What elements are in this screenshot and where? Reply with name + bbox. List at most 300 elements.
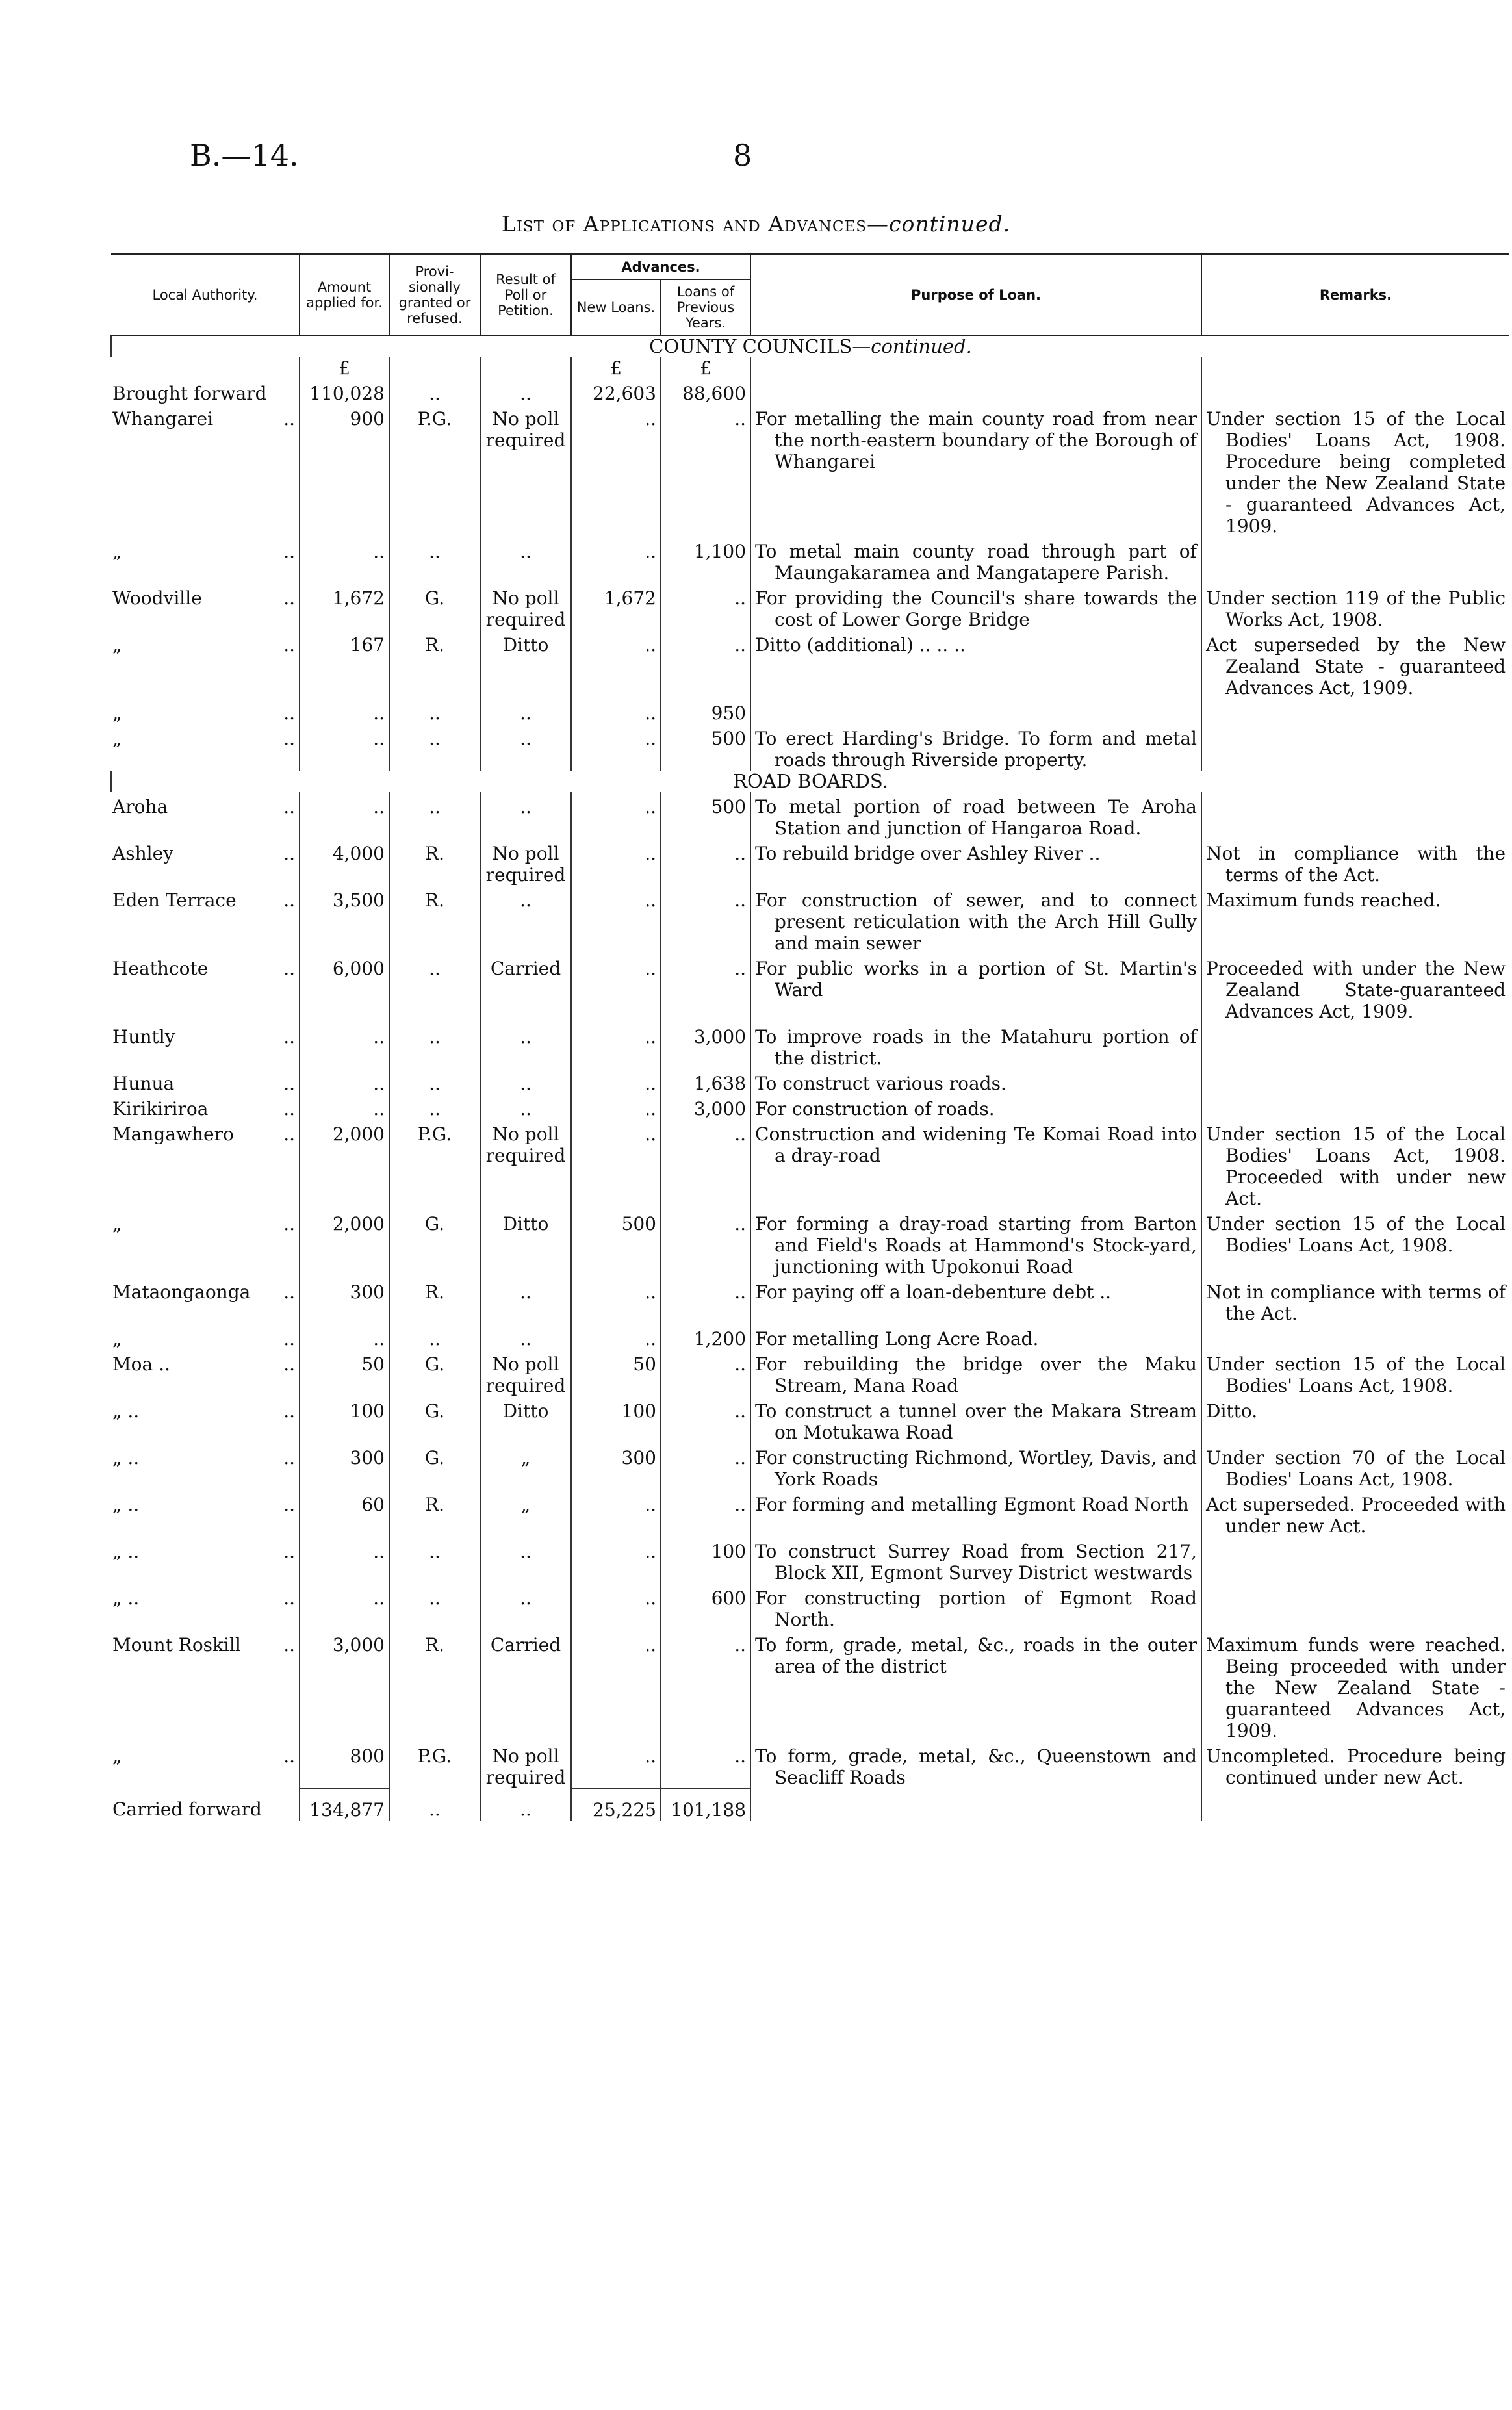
cell-poll-result: No poll required [480, 1120, 571, 1209]
cell-new-loans: .. [571, 1537, 661, 1583]
cell-amount: 900 [300, 404, 389, 537]
authority-leader: .. [283, 1026, 295, 1047]
table-row [111, 1324, 1509, 1350]
road-heading: ROAD BOARDS. [111, 771, 1509, 792]
authority-leader: .. [283, 728, 295, 749]
cell-remarks: Under section 15 of the Local Bodies' Loans Act, 1908. Proceeded with under new Act. [1201, 1120, 1509, 1209]
table-row [111, 1537, 1509, 1583]
cell-remarks [1201, 792, 1509, 839]
cell-authority [111, 1350, 300, 1396]
cell-amount: .. [300, 724, 389, 771]
cell-new-loans: .. [571, 630, 661, 699]
county-heading [111, 335, 1509, 357]
cell-purpose [750, 379, 1201, 404]
cell-remarks: Not in compliance with terms of the Act. [1201, 1277, 1509, 1324]
cell-poll-result: No poll required [480, 839, 571, 886]
cell-amount: .. [300, 1069, 389, 1094]
table-row [111, 1069, 1509, 1094]
authority-name: Eden Terrace [112, 890, 237, 911]
cell-new-loans: 100 [571, 1396, 661, 1443]
table-row [111, 886, 1509, 954]
cell-purpose: For constructing Richmond, Wortley, Davis, and York Roads [750, 1443, 1201, 1490]
cell-new-loans: .. [571, 1490, 661, 1537]
cell-poll-result: „ [480, 1443, 571, 1490]
authority-leader: .. [283, 541, 295, 562]
cell-authority [111, 1277, 300, 1324]
cell-prev-loans: 950 [661, 699, 750, 724]
cell-provisional: G. [389, 583, 480, 630]
cell-provisional: G. [389, 1350, 480, 1396]
table-row [111, 792, 1509, 839]
cell-poll-result: .. [480, 886, 571, 954]
cell-amount: 4,000 [300, 839, 389, 886]
cell-remarks [1201, 537, 1509, 583]
cell-poll-result: .. [480, 699, 571, 724]
authority-name: „ [112, 728, 122, 749]
cell-amount: .. [300, 1583, 389, 1630]
cell-new-loans: .. [571, 1120, 661, 1209]
cell-authority [111, 1537, 300, 1583]
cell-prev-loans: .. [661, 404, 750, 537]
cell-remarks [1201, 724, 1509, 771]
cell-purpose: To construct various roads. [750, 1069, 1201, 1094]
cell-prev-loans: .. [661, 1630, 750, 1741]
cell-provisional: .. [389, 1583, 480, 1630]
authority-leader: .. [283, 1745, 295, 1767]
cell-authority [111, 1443, 300, 1490]
cell-poll-result: „ [480, 1490, 571, 1537]
authority-name: „ [112, 1328, 122, 1350]
cell-amount: 3,500 [300, 886, 389, 954]
authority-name: Hunua [112, 1073, 175, 1094]
authority-name: „ [112, 702, 122, 724]
table-row [111, 1022, 1509, 1069]
cell-poll-result: Carried [480, 1630, 571, 1741]
authority-leader: .. [283, 1123, 295, 1145]
table-row [111, 537, 1509, 583]
authority-name: Mataongaonga [112, 1281, 251, 1303]
page-title [0, 211, 1512, 237]
cell-authority [111, 1490, 300, 1537]
cell-purpose: Construction and widening Te Komai Road into a dray-road [750, 1120, 1201, 1209]
authority-leader: .. [283, 890, 295, 911]
authority-name: Brought forward [112, 383, 267, 404]
cell-prev-loans: 500 [661, 792, 750, 839]
cell-amount: 1,672 [300, 583, 389, 630]
cell-new-loans: .. [571, 1277, 661, 1324]
authority-name: Huntly [112, 1026, 175, 1047]
cell-authority [111, 839, 300, 886]
authority-leader: .. [283, 634, 295, 656]
authority-name: „ .. [112, 1447, 140, 1468]
authority-name: „ [112, 541, 122, 562]
cell-remarks: Act superseded. Proceeded with under new Act. [1201, 1490, 1509, 1537]
cell-poll-result: Carried [480, 954, 571, 1022]
cell-new-loans: .. [571, 1324, 661, 1350]
cell-new-loans: .. [571, 1630, 661, 1741]
cell-provisional: .. [389, 1069, 480, 1094]
col-provisionally: Provi-sionally granted or refused. [389, 255, 480, 336]
cell-provisional: .. [389, 1537, 480, 1583]
cell-poll-result: .. [480, 1324, 571, 1350]
authority-leader: .. [283, 1541, 295, 1562]
cell-provisional: .. [389, 954, 480, 1022]
cell-authority [111, 537, 300, 583]
cell-authority [111, 1741, 300, 1788]
col-new-loans: New Loans. [571, 279, 661, 335]
authority-leader: .. [283, 1353, 295, 1375]
cell-provisional: R. [389, 839, 480, 886]
cell-purpose [750, 699, 1201, 724]
cell-remarks: Under section 15 of the Local Bodies' Loans Act, 1908. Procedure being completed under the New Zealand State - guaranteed Advances Act, 1909. [1201, 404, 1509, 537]
applications-table [110, 253, 1509, 1821]
cell-purpose: For forming and metalling Egmont Road North [750, 1490, 1201, 1537]
cell-remarks [1201, 699, 1509, 724]
table-row [111, 699, 1509, 724]
cell-authority [111, 1396, 300, 1443]
cell-remarks: Act superseded by the New Zealand State - guaranteed Advances Act, 1909. [1201, 630, 1509, 699]
cell-provisional: .. [389, 1324, 480, 1350]
cell-authority [111, 1583, 300, 1630]
cell-authority [111, 886, 300, 954]
cell-amount: 3,000 [300, 1630, 389, 1741]
authority-name: „ [112, 634, 122, 656]
page-number: 8 [733, 138, 752, 173]
table-row [111, 1443, 1509, 1490]
authority-name: Moa .. [112, 1353, 170, 1375]
authority-name: Whangarei [112, 408, 214, 429]
cell-new-loans: .. [571, 1583, 661, 1630]
cell-new-loans: 1,672 [571, 583, 661, 630]
totals-section [111, 1788, 1509, 1821]
cell-purpose: For metalling Long Acre Road. [750, 1324, 1201, 1350]
cell-authority [111, 1209, 300, 1277]
cell-remarks [1201, 1537, 1509, 1583]
authority-name: Kirikiriroa [112, 1098, 209, 1120]
col-amount: Amount applied for. [300, 255, 389, 336]
cell-poll-result: .. [480, 792, 571, 839]
cell-provisional: P.G. [389, 1120, 480, 1209]
cell-new-loans: 50 [571, 1350, 661, 1396]
cell-amount: .. [300, 792, 389, 839]
cell-provisional: R. [389, 1490, 480, 1537]
cell-amount: 300 [300, 1443, 389, 1490]
cell-provisional: .. [389, 699, 480, 724]
cell-poll-result: .. [480, 1583, 571, 1630]
cell-amount: 2,000 [300, 1209, 389, 1277]
authority-name: Mangawhero [112, 1123, 234, 1145]
cell-purpose: To form, grade, metal, &c., roads in the outer area of the district [750, 1630, 1201, 1741]
cell-new-loans: .. [571, 886, 661, 954]
cell-authority [111, 1324, 300, 1350]
table-header [111, 255, 1509, 336]
cell-remarks [1201, 1069, 1509, 1094]
cell-purpose: To construct a tunnel over the Makara Stream on Motukawa Road [750, 1396, 1201, 1443]
cell-poll-result: Ditto [480, 1396, 571, 1443]
cell-provisional: R. [389, 630, 480, 699]
authority-leader: .. [283, 408, 295, 429]
authority-leader: .. [283, 1634, 295, 1656]
cell-remarks: Maximum funds reached. [1201, 886, 1509, 954]
cell-purpose: For construction of sewer, and to connect present reticulation with the Arch Hill Gully and main sewer [750, 886, 1201, 954]
cell-prev-loans: .. [661, 1490, 750, 1537]
authority-name: „ .. [112, 1541, 140, 1562]
cell-remarks [1201, 1094, 1509, 1120]
cell-purpose: Ditto (additional) .. .. .. [750, 630, 1201, 699]
cell-amount: 800 [300, 1741, 389, 1788]
cell-poll-result: No poll required [480, 1741, 571, 1788]
cell-provisional: P.G. [389, 1741, 480, 1788]
cell-remarks: Uncompleted. Procedure being continued under new Act. [1201, 1741, 1509, 1788]
cell-authority [111, 379, 300, 404]
authority-leader: .. [283, 1281, 295, 1303]
cell-provisional: .. [389, 537, 480, 583]
cell-new-loans: .. [571, 404, 661, 537]
cell-provisional: G. [389, 1443, 480, 1490]
cell-provisional: .. [389, 1022, 480, 1069]
carried-forward-row [111, 1788, 1509, 1821]
table-row [111, 839, 1509, 886]
authority-leader: .. [283, 958, 295, 979]
cell-prev-loans: .. [661, 1277, 750, 1324]
cell-prev-loans: 600 [661, 1583, 750, 1630]
currency-prev: £ [661, 357, 750, 379]
cell-amount: .. [300, 1022, 389, 1069]
total-poll: .. [480, 1788, 571, 1821]
county-heading-title: COUNTY COUNCILS— [649, 335, 871, 357]
cell-provisional: .. [389, 1094, 480, 1120]
cell-provisional: R. [389, 1630, 480, 1741]
authority-name: Ashley [112, 843, 173, 864]
col-prev-loans: Loans of Previous Years. [661, 279, 750, 335]
cell-prev-loans: .. [661, 1350, 750, 1396]
currency-row [111, 357, 1509, 379]
cell-prev-loans: .. [661, 839, 750, 886]
cell-prev-loans: 3,000 [661, 1022, 750, 1069]
cell-poll-result: .. [480, 379, 571, 404]
cell-provisional: .. [389, 724, 480, 771]
cell-new-loans: .. [571, 1741, 661, 1788]
cell-provisional: R. [389, 886, 480, 954]
cell-purpose: To metal portion of road between Te Aroha Station and junction of Hangaroa Road. [750, 792, 1201, 839]
table-row [111, 1490, 1509, 1537]
road-boards-section [111, 771, 1509, 1788]
cell-new-loans: .. [571, 1022, 661, 1069]
cell-amount: 167 [300, 630, 389, 699]
cell-remarks: Proceeded with under the New Zealand State-guaranteed Advances Act, 1909. [1201, 954, 1509, 1022]
cell-new-loans: .. [571, 954, 661, 1022]
cell-remarks: Under section 119 of the Public Works Act, 1908. [1201, 583, 1509, 630]
cell-prev-loans: 500 [661, 724, 750, 771]
authority-name: Woodville [112, 587, 202, 609]
cell-authority [111, 954, 300, 1022]
cell-purpose: To construct Surrey Road from Section 217, Block XII, Egmont Survey District westwards [750, 1537, 1201, 1583]
cell-authority [111, 583, 300, 630]
authority-leader: .. [283, 702, 295, 724]
cell-purpose: For providing the Council's share towards the cost of Lower Gorge Bridge [750, 583, 1201, 630]
cell-purpose: For metalling the main county road from near the north-eastern boundary of the Borough of Whangarei [750, 404, 1201, 537]
cell-prev-loans: 100 [661, 1537, 750, 1583]
authority-name: „ [112, 1213, 122, 1235]
cell-provisional: G. [389, 1396, 480, 1443]
county-councils-section [111, 335, 1509, 771]
table-row [111, 1277, 1509, 1324]
authority-leader: .. [283, 796, 295, 817]
cell-new-loans: 300 [571, 1443, 661, 1490]
cell-new-loans: .. [571, 792, 661, 839]
cell-prev-loans: .. [661, 1741, 750, 1788]
cell-prev-loans: 3,000 [661, 1094, 750, 1120]
table-row [111, 1350, 1509, 1396]
authority-name: Mount Roskill [112, 1634, 241, 1656]
cell-amount: 300 [300, 1277, 389, 1324]
cell-remarks: Maximum funds were reached. Being proceeded with under the New Zealand State - guaranteed Advances Act, 1909. [1201, 1630, 1509, 1741]
total-new-loans: 25,225 [571, 1788, 661, 1821]
cell-new-loans: 500 [571, 1209, 661, 1277]
authority-leader: .. [283, 1400, 295, 1422]
table-row [111, 1396, 1509, 1443]
cell-purpose: For constructing portion of Egmont Road North. [750, 1583, 1201, 1630]
col-result: Result of Poll or Petition. [480, 255, 571, 336]
table-row [111, 630, 1509, 699]
authority-name: „ .. [112, 1494, 140, 1515]
cell-prev-loans: 88,600 [661, 379, 750, 404]
cell-new-loans: .. [571, 1069, 661, 1094]
col-purpose: Purpose of Loan. [750, 255, 1201, 336]
authority-name: „ [112, 1745, 122, 1767]
cell-provisional: G. [389, 1209, 480, 1277]
authority-name: Aroha [112, 796, 168, 817]
cell-poll-result: No poll required [480, 1350, 571, 1396]
table-row [111, 1094, 1509, 1120]
total-amount: 134,877 [300, 1788, 389, 1821]
title-main: List of Applications and Advances— [501, 211, 890, 237]
cell-poll-result: .. [480, 1069, 571, 1094]
cell-poll-result: .. [480, 537, 571, 583]
cell-purpose: To erect Harding's Bridge. To form and metal roads through Riverside property. [750, 724, 1201, 771]
table-row [111, 1630, 1509, 1741]
cell-prev-loans: .. [661, 1209, 750, 1277]
cell-remarks: Under section 70 of the Local Bodies' Loans Act, 1908. [1201, 1443, 1509, 1490]
table-row [111, 583, 1509, 630]
cell-purpose: To rebuild bridge over Ashley River .. [750, 839, 1201, 886]
authority-leader: .. [283, 1587, 295, 1609]
cell-authority [111, 699, 300, 724]
cell-authority [111, 404, 300, 537]
col-remarks: Remarks. [1201, 255, 1509, 336]
cell-poll-result: .. [480, 1094, 571, 1120]
cell-purpose: For public works in a portion of St. Martin's Ward [750, 954, 1201, 1022]
cell-prev-loans: 1,638 [661, 1069, 750, 1094]
page-ref: B.—14. [190, 138, 299, 173]
cell-amount: .. [300, 699, 389, 724]
table-row [111, 724, 1509, 771]
table-row [111, 1209, 1509, 1277]
title-continued: continued. [889, 211, 1011, 237]
cell-authority [111, 1022, 300, 1069]
authority-leader: .. [283, 1213, 295, 1235]
cell-authority [111, 792, 300, 839]
currency-new: £ [571, 357, 661, 379]
cell-remarks [1201, 379, 1509, 404]
table-row [111, 1583, 1509, 1630]
cell-authority [111, 1120, 300, 1209]
cell-prev-loans: 1,100 [661, 537, 750, 583]
table-row [111, 954, 1509, 1022]
cell-poll-result: .. [480, 1277, 571, 1324]
cell-amount: .. [300, 1324, 389, 1350]
cell-prev-loans: .. [661, 954, 750, 1022]
cell-amount: 100 [300, 1396, 389, 1443]
table-row [111, 1120, 1509, 1209]
cell-provisional: R. [389, 1277, 480, 1324]
authority-name: „ .. [112, 1400, 140, 1422]
total-prov: .. [389, 1788, 480, 1821]
cell-amount: 50 [300, 1350, 389, 1396]
cell-purpose: For forming a dray-road starting from Barton and Field's Roads at Hammond's Stock-yard, junctioning with Upokonui Road [750, 1209, 1201, 1277]
cell-remarks [1201, 1022, 1509, 1069]
cell-prev-loans: .. [661, 1120, 750, 1209]
cell-authority [111, 1069, 300, 1094]
cell-remarks: Ditto. [1201, 1396, 1509, 1443]
cell-new-loans: .. [571, 724, 661, 771]
cell-prev-loans: .. [661, 583, 750, 630]
cell-prev-loans: 1,200 [661, 1324, 750, 1350]
county-heading-cont: continued. [871, 335, 972, 357]
cell-prev-loans: .. [661, 630, 750, 699]
cell-poll-result: .. [480, 1537, 571, 1583]
cell-purpose: To form, grade, metal, &c., Queenstown and Seacliff Roads [750, 1741, 1201, 1788]
cell-amount: .. [300, 1537, 389, 1583]
cell-poll-result: No poll required [480, 404, 571, 537]
cell-purpose: To improve roads in the Matahuru portion of the district. [750, 1022, 1201, 1069]
authority-leader: .. [283, 1328, 295, 1350]
cell-purpose: For paying off a loan-debenture debt .. [750, 1277, 1201, 1324]
table-row [111, 404, 1509, 537]
cell-amount: .. [300, 537, 389, 583]
cell-provisional: .. [389, 792, 480, 839]
cell-purpose: To metal main county road through part of Maungakaramea and Mangatapere Parish. [750, 537, 1201, 583]
col-local-authority: Local Authority. [111, 255, 300, 336]
total-authority: Carried forward [112, 1799, 262, 1820]
cell-poll-result: .. [480, 1022, 571, 1069]
cell-amount: .. [300, 1094, 389, 1120]
authority-leader: .. [283, 843, 295, 864]
cell-new-loans: .. [571, 1094, 661, 1120]
authority-leader: .. [283, 1098, 295, 1120]
cell-provisional: P.G. [389, 404, 480, 537]
cell-new-loans: .. [571, 839, 661, 886]
authority-leader: .. [283, 1447, 295, 1468]
cell-amount: 60 [300, 1490, 389, 1537]
cell-poll-result: Ditto [480, 1209, 571, 1277]
total-prev-loans: 101,188 [661, 1788, 750, 1821]
col-advances: Advances. [571, 255, 750, 280]
authority-leader: .. [283, 587, 295, 609]
cell-purpose: For rebuilding the bridge over the Maku Stream, Mana Road [750, 1350, 1201, 1396]
cell-new-loans: 22,603 [571, 379, 661, 404]
authority-leader: .. [283, 1073, 295, 1094]
cell-amount: 2,000 [300, 1120, 389, 1209]
authority-name: „ .. [112, 1587, 140, 1609]
authority-leader: .. [283, 1494, 295, 1515]
cell-remarks: Under section 15 of the Local Bodies' Loans Act, 1908. [1201, 1350, 1509, 1396]
cell-remarks [1201, 1324, 1509, 1350]
cell-prev-loans: .. [661, 1443, 750, 1490]
cell-poll-result: .. [480, 724, 571, 771]
cell-authority [111, 1094, 300, 1120]
table-row [111, 1741, 1509, 1788]
